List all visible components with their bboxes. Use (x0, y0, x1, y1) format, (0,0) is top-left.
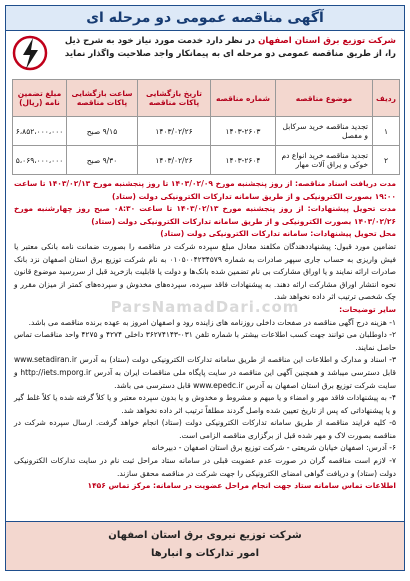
intro-section (6, 31, 404, 79)
col-header-row-number: ردیف (373, 80, 400, 117)
accepted-guarantees: تضامین مورد قبول: پیشنهاددهندگان مکلفند معادل مبلغ سپرده شرکت در مناقصه را بصورت ضمانت نامه بانکی معتبر یا فیش واریزی به حساب جاری سپهر صادرات به شماره ۰۱۰۵۰۰۴۲۳۴۵۷۹ به نام شرکت توزیع برق استان اصفهان نزد بانک صادرات ارائه نمایند و یا اوراق مشارکت بی نام تضمین شده بانک‌ها و دولت یا قابلیت بازخرید قبل از سررسید موضوع قانون نحوه انتشار اوراق مشارکت ارائه دهند. به پیشنهادات فاقد سپرده، سپرده‌های مخدوش و سپرده‌های کمتر از میزان مقرر و چک شخصی ترتیب اثر داده نخواهد شد. (14, 241, 396, 302)
footer-department: امور تدارکات و انبارها (150, 548, 260, 559)
proposal-submission-period: مدت تحویل پیشنهادات: از روز پنجشنبه مورخ ۱۴۰۳/۰۲/۱۳ تا ساعت ۰۸:۳۰ صبح روز چهارشنبه مورخ ۱۴۰۳/۰۲/۲۶ بصورت الکترونیکی و از طریق سامانه تدارکات الکترونیکی دولت (ستاد) (14, 204, 397, 226)
note-item: ۱- هزینه درج آگهی مناقصه در صفحات داخلی روزنامه های زاینده رود و اصفهان امروز به عهده برنده مناقصه می باشد. (28, 317, 396, 327)
note-item: ۵- کلیه فرایند مناقصه از طریق سامانه تدارکات الکترونیکی دولت (ستاد) انجام خواهد گرفت. ارسال سپرده شرکت در مناقصه بصورت لاک و مهر شده قبل از برگزاری مناقصه الزامی است. (14, 418, 396, 440)
company-name: شرکت توزیع برق استان اصفهان (258, 36, 396, 46)
col-header-guarantee-amount: مبلغ تضمین نامه (ریال) (13, 80, 67, 117)
other-notes-heading: سایر توضیحات: (339, 304, 396, 314)
note-item-websites: ۳- اسناد و مدارک و اطلاعات این مناقصه از طریق سامانه تدارکات الکترونیکی دولت (ستاد) به آدرس www.setadiran.ir قابل دسترسی میباشد و همچنین آگهی این مناقصه در سایت پایگاه ملی مناقصات ایران به آدرس http://iets.mporg.ir و سایت شرکت توزیع برق استان اصفهان به آدرس www.epedc.ir قابل دسترسی می باشد. (14, 355, 397, 390)
table-row (13, 146, 400, 175)
col-header-opening-date: تاریخ بازگشایی پاکات مناقصه (138, 80, 211, 117)
cell-opening-time: ۹/۱۵ صبح (67, 117, 138, 146)
watermark: ParsNamadDari.com (110, 298, 300, 316)
col-header-tender-number: شماره مناقصه (211, 80, 276, 117)
cell-opening-date: ۱۴۰۳/۰۲/۲۶ (138, 117, 211, 146)
note-item: ۷- لازم است مناقصه گران در صورت عدم عضویت قبلی در سامانه ستاد مراحل ثبت نام در سایت تدارکات الکترونیکی دولت (ستاد) و دریافت گواهی امضای الکترونیکی را جهت شرکت در مناقصه محقق سازند. (14, 456, 396, 478)
cell-row-number: ۱ (373, 117, 400, 146)
cell-subject: تجدید مناقصه خرید انواع دم خوکی و یراق آلات مهار (276, 146, 373, 175)
document-receipt-period: مدت دریافت اسناد مناقصه: از روز پنجشنبه مورخ ۱۴۰۳/۰۲/۰۹ تا روز پنجشنبه مورخ ۱۴۰۳/۰۲/۱۳ تا ساعت ۱۹:۰۰ بصورت الکترونیکی و از طریق سامانه تدارکات الکترونیکی دولت (ستاد) (14, 179, 396, 201)
table-row (13, 117, 400, 146)
setad-contact-info: اطلاعات تماس سامانه ستاد جهت انجام مراحل عضویت در سامانه: مرکز تماس ۱۴۵۶ (87, 481, 396, 491)
cell-guarantee-amount: ۶،۸۵۲،۰۰۰،۰۰۰ (13, 117, 67, 146)
intro-description: در نظر دارد خدمت مورد نیاز خود به شرح ذیل را، از طریق مناقصه عمومی دو مرحله ای به پیمانکار واجد صلاحیت واگذار نماید (64, 36, 396, 59)
col-header-subject: موضوع مناقصه (276, 80, 373, 117)
cell-tender-number: ۱۴۰۳-۲۶۰۴ (211, 146, 276, 175)
footer-company: شرکت توزیع نیروی برق استان اصفهان (108, 530, 302, 541)
footer (6, 521, 404, 570)
cell-opening-time: ۹/۳۰ صبح (67, 146, 138, 175)
notice-title: آگهی مناقصه عمومی دو مرحله ای (6, 6, 404, 31)
table-header-row (13, 80, 400, 117)
cell-opening-date: ۱۴۰۳/۰۲/۲۶ (138, 146, 211, 175)
note-item: ۲- داوطلبان می توانند جهت کسب اطلاعات بیشتر با شماره تلفن ۰۳۱-۳۶۲۷۴۱۴۳ داخلی ۴۲۷۴ و ۴۲۷۵ واحد مناقصات تماس حاصل نمایند. (14, 330, 396, 352)
cell-guarantee-amount: ۵،۰۶۹،۰۰۰،۰۰۰ (13, 146, 67, 175)
cell-tender-number: ۱۴۰۳-۲۶۰۳ (211, 117, 276, 146)
notice-body (6, 175, 404, 493)
lightning-logo-icon (12, 34, 48, 72)
note-item-address: ۶- آدرس: اصفهان خیابان شریعتی - شرکت توزیع برق استان اصفهان - دبیرخانه (151, 443, 396, 453)
intro-text (54, 35, 396, 61)
tender-notice (5, 5, 405, 571)
cell-subject: تجدید مناقصه خرید سرکابل و مفصل (276, 117, 373, 146)
col-header-opening-time: ساعت بازگشایی پاکات مناقصه (67, 80, 138, 117)
tender-table (12, 79, 400, 175)
proposal-submission-place: محل تحویل پیشنهادات: سامانه تدارکات الکترونیکی دولت (ستاد) (160, 229, 396, 239)
note-item: ۴- به پیشنهادات فاقد مهر و امضاء و یا مبهم و مشروط و مخدوش و یا بدون سپرده معتبر و یا کلاً گرفته شده یا کلاً غلط گیر و یا پیشنهاداتی که پس از تاریخ تعیین شده واصل گردند مطلقاً ترتیب اثر داده نخواهد شد. (14, 393, 396, 415)
cell-row-number: ۲ (373, 146, 400, 175)
